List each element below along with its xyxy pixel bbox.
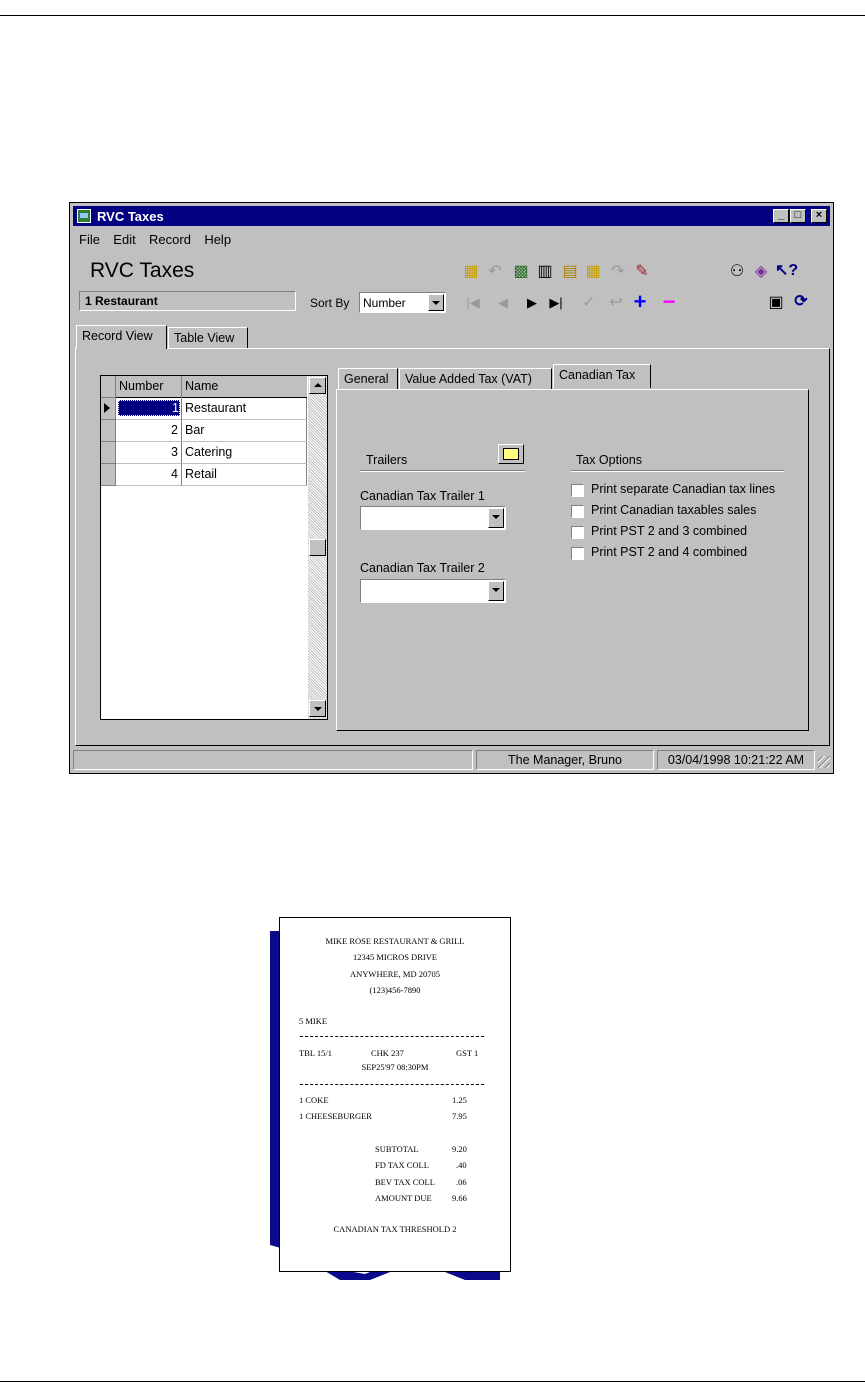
current-row-indicator-icon — [104, 403, 110, 413]
table-row-name[interactable]: Bar — [182, 420, 307, 442]
row-selector[interactable] — [101, 420, 116, 442]
guest-check-receipt — [279, 917, 511, 1272]
trailer2-select[interactable] — [360, 579, 506, 603]
receipt-item-price: 1.25 — [452, 1095, 467, 1105]
chevron-down-icon[interactable] — [428, 294, 444, 311]
window-title: RVC Taxes — [97, 209, 164, 224]
receipt-footer: CANADIAN TAX THRESHOLD 2 — [333, 1224, 457, 1234]
receipt-datetime: SEP25'97 08:30PM — [361, 1062, 429, 1072]
pst-2-3-combined-checkbox[interactable] — [571, 526, 584, 539]
tab-table-view[interactable]: Table View — [168, 327, 248, 349]
row-selector[interactable] — [101, 464, 116, 486]
grid-corner — [101, 376, 116, 398]
paste-record-icon[interactable]: ▦ — [585, 263, 601, 280]
records-grid — [100, 375, 328, 720]
column-header-number[interactable]: Number — [116, 376, 182, 398]
rvc-taxes-window — [69, 202, 834, 774]
binoculars-icon[interactable]: ⚇ — [729, 263, 745, 280]
receipt-total-label: AMOUNT DUE — [375, 1193, 432, 1203]
sort-by-label: Sort By — [310, 296, 350, 310]
separate-tax-lines-checkbox[interactable] — [571, 484, 584, 497]
prev-record-icon[interactable]: ◀ — [498, 295, 508, 310]
menu-record[interactable]: Record — [149, 232, 191, 247]
form-view-icon[interactable]: ▣ — [768, 294, 784, 311]
maximize-button[interactable]: □ — [790, 209, 806, 223]
trailers-browse-button[interactable] — [498, 444, 524, 464]
tax-options-list — [571, 482, 811, 572]
receipt-header-line: MIKE ROSE RESTAURANT & GRILL — [325, 936, 465, 946]
receipt-total-value: .06 — [456, 1177, 467, 1187]
grid-header — [101, 376, 307, 398]
app-icon[interactable] — [77, 209, 91, 223]
edit-icon[interactable]: ✎ — [635, 263, 649, 280]
receipt-header-line: 12345 MICROS DRIVE — [352, 952, 438, 962]
tab-record-view[interactable]: Record View — [76, 325, 167, 349]
close-button[interactable]: × — [811, 209, 827, 223]
row-selector[interactable] — [101, 442, 116, 464]
trailers-divider — [360, 470, 525, 472]
receipt-divider — [300, 1036, 484, 1037]
menu-edit[interactable]: Edit — [113, 232, 136, 247]
pst-2-4-combined-checkbox[interactable] — [571, 547, 584, 560]
receipt-total-label: BEV TAX COLL — [375, 1177, 435, 1187]
status-bar — [73, 750, 830, 770]
table-row-name[interactable]: Catering — [182, 442, 307, 464]
sort-by-select[interactable] — [359, 292, 446, 313]
minus-icon[interactable]: − — [662, 289, 676, 314]
title-bar[interactable] — [73, 206, 830, 226]
revert-icon[interactable]: ↩ — [609, 294, 623, 311]
taxables-sales-checkbox[interactable] — [571, 505, 584, 518]
help-pointer-icon[interactable]: ↖? — [775, 262, 799, 279]
receipt-total-label: FD TAX COLL — [375, 1160, 429, 1170]
receipt-employee: 5 MIKE — [299, 1016, 328, 1026]
table-row-number[interactable]: 2 — [116, 420, 182, 442]
bottom-rule — [0, 1381, 865, 1382]
plus-icon[interactable]: + — [633, 289, 647, 314]
status-datetime: 03/04/1998 10:21:22 AM — [657, 750, 815, 770]
table-row-name[interactable]: Retail — [182, 464, 307, 486]
tab-canadian-tax[interactable]: Canadian Tax — [553, 364, 651, 388]
receipt-total-value: 9.20 — [452, 1144, 467, 1154]
menu-file[interactable]: File — [79, 232, 100, 247]
receipt-divider — [300, 1084, 484, 1085]
status-message — [73, 750, 473, 770]
scroll-down-button[interactable] — [309, 700, 326, 717]
grid-scrollbar[interactable] — [308, 376, 327, 719]
table-row-number[interactable] — [116, 398, 182, 420]
table-row-name[interactable]: Restaurant — [182, 398, 307, 420]
row-selector[interactable] — [101, 398, 116, 420]
add-record-icon[interactable]: ▦ — [463, 263, 479, 280]
copy-record-icon[interactable]: ▩ — [513, 263, 529, 280]
receipt-header-line: (123)456-7890 — [369, 985, 421, 995]
clipboard-icon[interactable]: ▤ — [562, 263, 578, 280]
refresh-icon[interactable]: ⟳ — [794, 293, 808, 310]
selected-cell-value: 1 — [118, 400, 180, 416]
tab-value-added-tax[interactable]: Value Added Tax (VAT) — [399, 368, 552, 390]
undo-icon[interactable]: ↶ — [488, 263, 502, 280]
top-rule — [0, 15, 865, 16]
receipt-item-name: 1 CHEESEBURGER — [299, 1111, 372, 1121]
receipt-guests: GST 1 — [456, 1048, 479, 1058]
receipt-header-line: ANYWHERE, MD 20705 — [350, 969, 440, 979]
trailers-group-label: Trailers — [366, 453, 408, 467]
receipt-item-name: 1 COKE — [299, 1095, 329, 1105]
tax-options-divider — [571, 470, 784, 472]
receipt-check: CHK 237 — [371, 1048, 404, 1058]
chevron-down-icon[interactable] — [488, 508, 504, 528]
receipt-total-value: .40 — [456, 1160, 467, 1170]
tax-option-label[interactable]: Print separate Canadian tax lines — [591, 482, 776, 496]
check-icon[interactable]: ✓ — [582, 294, 596, 311]
tax-options-group-label: Tax Options — [576, 453, 643, 467]
next-record-icon[interactable]: ▶ — [527, 295, 537, 310]
trailer1-select[interactable] — [360, 506, 506, 530]
table-row-number[interactable]: 3 — [116, 442, 182, 464]
sort-by-value: Number — [363, 296, 406, 310]
receipt-item-price: 7.95 — [452, 1111, 467, 1121]
minimize-button[interactable]: _ — [773, 209, 789, 223]
trailer2-label: Canadian Tax Trailer 2 — [360, 561, 485, 575]
table-row-number[interactable]: 4 — [116, 464, 182, 486]
last-record-icon[interactable]: ▶| — [549, 295, 563, 310]
tax-option-label[interactable]: Print PST 2 and 4 combined — [591, 545, 748, 559]
tax-option-label[interactable]: Print PST 2 and 3 combined — [591, 524, 748, 538]
current-record-display: 1 Restaurant — [79, 291, 296, 311]
trash-icon[interactable]: ▥ — [537, 263, 553, 280]
first-record-icon[interactable]: |◀ — [466, 295, 480, 310]
menu-bar — [79, 232, 241, 250]
receipt-table: TBL 15/1 — [299, 1048, 332, 1058]
scroll-up-button[interactable] — [309, 377, 326, 394]
tab-general[interactable]: General — [338, 368, 398, 390]
scroll-thumb[interactable] — [309, 539, 326, 556]
page-title: RVC Taxes — [90, 259, 195, 282]
trailer1-label: Canadian Tax Trailer 1 — [360, 489, 485, 503]
menu-help[interactable]: Help — [204, 232, 232, 247]
folder-open-icon — [503, 448, 519, 460]
status-user: The Manager, Bruno — [476, 750, 654, 770]
chevron-down-icon[interactable] — [488, 581, 504, 601]
receipt-total-label: SUBTOTAL — [375, 1144, 419, 1154]
receipt-total-value: 9.66 — [452, 1193, 467, 1203]
redo-icon[interactable]: ↷ — [611, 263, 625, 280]
resize-grip-icon[interactable] — [818, 756, 830, 768]
book-icon[interactable]: ◈ — [754, 263, 768, 280]
tax-option-label[interactable]: Print Canadian taxables sales — [591, 503, 757, 517]
column-header-name[interactable]: Name — [185, 379, 219, 393]
